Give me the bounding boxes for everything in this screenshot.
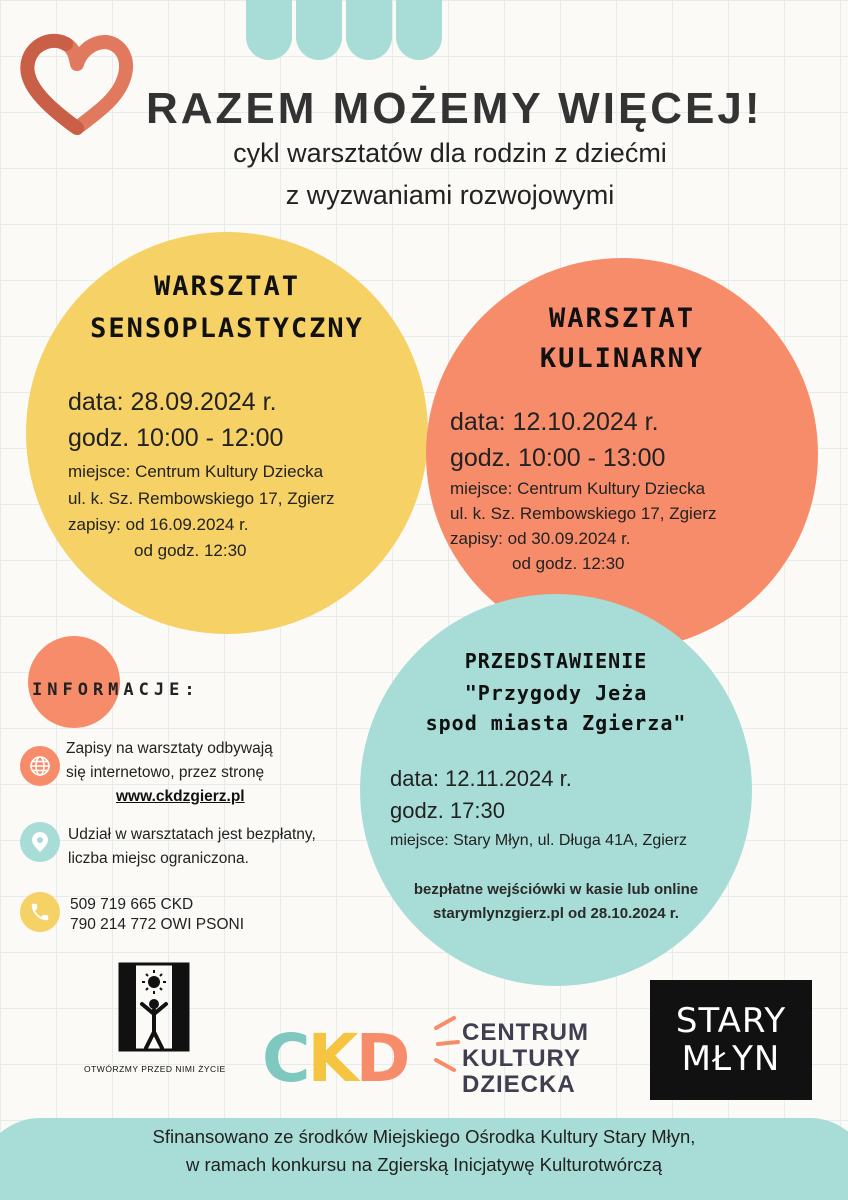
info-text: liczba miejsc ograniczona. [68, 850, 249, 867]
event-heading: KULINARNY [539, 343, 705, 374]
header-decoration [296, 0, 342, 60]
event-time: godz. 10:00 - 13:00 [450, 444, 666, 472]
info-title: INFORMACJE: [32, 680, 200, 700]
stary-mlyn-logo [650, 980, 812, 1100]
subtitle-line: cykl warsztatów dla rodzin z dziećmi [233, 138, 667, 168]
footer-text: Sfinansowano ze środków Miejskiego Ośrodka Kultury Stary Młyn, [152, 1126, 696, 1147]
event-time: godz. 17:30 [390, 798, 505, 823]
info-text: Udział w warsztatach jest bezpłatny, [68, 826, 316, 843]
event-heading: "Przygody Jeża [464, 681, 648, 705]
event-address: ul. k. Sz. Rembowskiego 17, Zgierz [68, 489, 335, 508]
event-signup: zapisy: od 16.09.2024 r. [68, 515, 249, 534]
info-text: Zapisy na warsztaty odbywają [66, 740, 273, 757]
event-place: miejsce: Stary Młyn, ul. Długa 41A, Zgierz [390, 832, 687, 849]
event-heading: WARSZTAT [153, 271, 301, 302]
stary-mlyn-line: MŁYN [681, 1039, 781, 1079]
ckd-letter: C [262, 1020, 308, 1097]
event-signup-time: od godz. 12:30 [134, 541, 247, 560]
location-pin-icon [20, 822, 60, 862]
subtitle-line: z wyzwaniami rozwojowymi [285, 180, 615, 210]
psoni-logo [84, 960, 224, 1070]
psoni-motto: OTWÓRZMY PRZED NIMI ŻYCIE [84, 1064, 226, 1074]
ckd-letter: D [355, 1020, 408, 1097]
header-decoration [246, 0, 292, 60]
website-link[interactable]: www.ckdzgierz.pl [116, 788, 245, 805]
phone-number: 509 719 665 CKD [70, 896, 194, 913]
tickets-info: bezpłatne wejściówki w kasie lub online [413, 881, 699, 898]
header-decoration [346, 0, 392, 60]
heart-icon [18, 28, 136, 140]
event-place: miejsce: Centrum Kultury Dziecka [68, 462, 324, 481]
globe-icon [20, 746, 60, 786]
event-signup-time: od godz. 12:30 [512, 554, 625, 573]
ckd-logo-text [462, 1020, 589, 1098]
footer-text: w ramach konkursu na Zgierską Inicjatywę Kulturotwórczą [185, 1154, 663, 1175]
phone-number: 790 214 772 OWI PSONI [70, 916, 245, 933]
event-date: data: 28.09.2024 r. [68, 388, 277, 416]
page-title: RAZEM MOŻEMY WIĘCEJ! [146, 84, 763, 133]
event-place: miejsce: Centrum Kultury Dziecka [450, 479, 706, 498]
event-heading: spod miasta Zgierza" [425, 711, 687, 735]
event-heading: SENSOPLASTYCZNY [90, 313, 364, 344]
info-text: się internetowo, przez stronę [66, 764, 265, 781]
event-address: ul. k. Sz. Rembowskiego 17, Zgierz [450, 504, 717, 523]
ckd-letter: K [307, 1020, 356, 1097]
ckd-logo-letters [262, 1020, 407, 1097]
event-heading: PRZEDSTAWIENIE [464, 649, 648, 673]
ckd-name-line: DZIECKA [462, 1071, 576, 1098]
stary-mlyn-line: STARY [675, 1001, 787, 1041]
header-decoration [396, 0, 442, 60]
ckd-name-line: CENTRUM [462, 1019, 589, 1046]
tickets-info: starymlynzgierz.pl od 28.10.2024 r. [433, 905, 679, 922]
event-signup: zapisy: od 30.09.2024 r. [450, 529, 631, 548]
event-date: data: 12.10.2024 r. [450, 408, 659, 436]
event-heading: WARSZTAT [548, 303, 696, 334]
event-time: godz. 10:00 - 12:00 [68, 424, 284, 452]
event-date: data: 12.11.2024 r. [390, 766, 572, 791]
ckd-rays-decoration [428, 1014, 462, 1074]
phone-icon [20, 892, 60, 932]
ckd-name-line: KULTURY [462, 1045, 581, 1072]
